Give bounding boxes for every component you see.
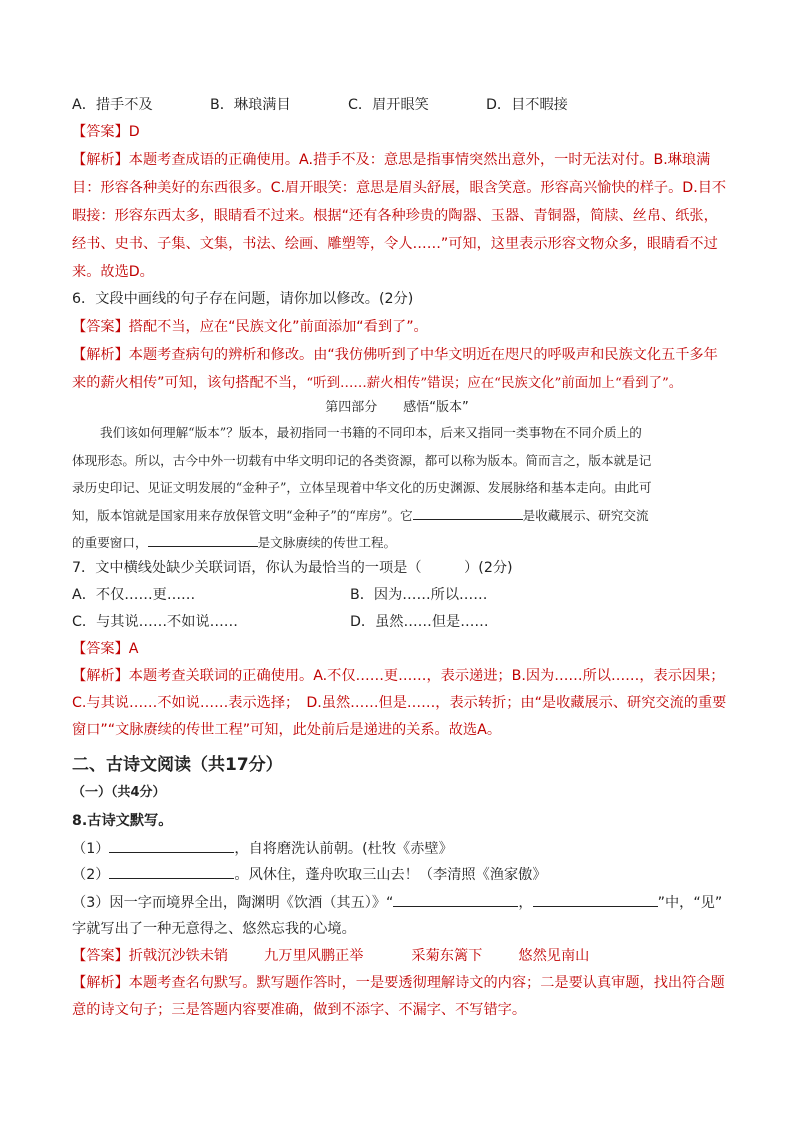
option-c: C．眉开眼笑: [348, 97, 429, 113]
q8-analysis-line-2: 意的诗文句子；三是答题内容要准确，做到不添字、不漏字、不写错字。: [72, 1002, 527, 1018]
answer-label: 【答案】: [72, 641, 129, 657]
q8-title: 8.古诗文默写。: [72, 813, 173, 829]
q5-analysis-line-1: [72, 150, 710, 170]
q8-2-number: （2）: [72, 867, 110, 883]
q8-analysis-line-1: [72, 973, 725, 993]
q6-answer-line: [72, 317, 428, 337]
passage-line-1: 我们该如何理解“版本”？版本，最初指同一书籍的不同印本，后来又指同一类事物在不同介质上的: [100, 425, 642, 440]
passage-text-5b: 是文脉赓续的传世工程。: [257, 535, 397, 550]
q7-analysis-line-1: [72, 666, 724, 686]
passage-text-4a: 知，版本馆就是国家用来存放保管文明“金种子”的“库房”。它: [72, 508, 413, 523]
q7-answer: A: [128, 641, 139, 657]
q5-answer-line: [72, 122, 140, 142]
q8-3-text-a: （3）因一字而境界全出，陶渊明《饮酒（其五）》“: [72, 895, 394, 911]
q7-answer-line: [72, 639, 138, 659]
q7-option-b: B．因为……所以……: [350, 587, 488, 603]
q6-analysis-line-2: [72, 373, 682, 394]
option-b: B．琳琅满目: [210, 97, 291, 113]
option-a: A．措手不及: [72, 97, 153, 113]
q5-analysis-line-4: 经书、史书、子集、文集，书法、绘画、雕塑等，令人……”可知，这里表示形容文物众多，眼睛看不过: [72, 236, 718, 252]
q7-analysis-text-1: 本题考查关联词的正确使用。A.不仅……更……，表示递进；B.因为……所以……，表示因果；: [128, 668, 725, 684]
q8-item-1: [72, 838, 453, 859]
q6-question: 6．文段中画线的句子存在问题，请你加以修改。(2分): [72, 291, 414, 307]
q8-1-text: ，自将磨洗认前朝。(杜牧《赤壁》: [234, 841, 453, 857]
q7-question: 7．文中横线处缺少关联词语，你认为最恰当的一项是（ ）(2分): [72, 560, 513, 576]
q8-answer-2: 九万里风鹏正举: [264, 948, 364, 964]
analysis-label: 【解析】: [72, 152, 129, 168]
q8-item-3-line-2: 字就写出了一种无意得之、悠然忘我的心境。: [72, 921, 356, 937]
q5-analysis-text-1: 本题考查成语的正确使用。A.措手不及：意思是指事情突然出意外，一时无法对付。B.琳琅满: [128, 152, 711, 168]
q6-analysis-text-2b: “听到……薪火相传”错误；应在“民族文化”前面加上“看到了”。: [306, 376, 683, 391]
q6-analysis-text-2a: 来的薪火相传”可知，该句搭配不当，: [72, 375, 307, 391]
q8-3-text-c: ”中，“见”: [657, 895, 723, 911]
analysis-label: 【解析】: [72, 347, 129, 363]
q8-analysis-text-1: 本题考查名句默写。默写题作答时，一是要透彻理解诗文的内容；二是要认真审题，找出符合题: [128, 975, 725, 991]
q7-option-a: A．不仅……更……: [72, 587, 196, 603]
passage-line-3: 录历史印记、见证文明发展的“金种子”，立体呈现着中华文化的历史渊源、发展脉络和基本走向。由此可: [72, 480, 652, 495]
q5-analysis-line-2: 目：形容各种美好的东西很多。C.眉开眼笑：意思是眉头舒展，眼含笑意。形容高兴愉快的样子。D.目不: [72, 180, 727, 196]
answer-label: 【答案】: [72, 124, 129, 140]
q5-analysis-line-5: 来。故选D。: [72, 264, 154, 280]
blank-q8-3a: [393, 892, 518, 907]
blank-q8-2: [109, 864, 234, 879]
analysis-label: 【解析】: [72, 975, 129, 991]
q6-answer: 搭配不当，应在“民族文化”前面添加“看到了”。: [128, 319, 428, 335]
q8-answer-1: 折戟沉沙铁未销: [128, 948, 229, 964]
passage-text-4b: 是收藏展示、研究交流: [522, 508, 649, 523]
answer-label: 【答案】: [72, 319, 129, 335]
subsection-1: （一）（共4分）: [72, 785, 166, 800]
passage-line-5: [72, 532, 396, 553]
q8-1-number: （1）: [72, 841, 110, 857]
q8-answer-4: 悠然见南山: [518, 948, 590, 964]
passage-line-4: [72, 505, 649, 526]
q8-3-text-b: ，: [518, 895, 533, 911]
answer-label: 【答案】: [72, 948, 129, 964]
option-d: D．目不暇接: [486, 97, 568, 113]
blank-1: [413, 505, 523, 520]
section2-heading: 二、古诗文阅读（共17分）: [72, 755, 283, 775]
q8-2-text: 。风休住，蓬舟吹取三山去！（李清照《渔家傲》: [234, 867, 547, 883]
q7-analysis-line-2: C.与其说……不如说……表示选择； D.虽然……但是……，表示转折；由“是收藏展示、研究交流的重要: [72, 695, 727, 711]
q7-option-c: C．与其说……不如说……: [72, 614, 238, 630]
q7-analysis-line-3: 窗口”“文脉赓续的传世工程”可知，此处前后是递进的关系。故选A。: [72, 722, 502, 738]
q8-item-3: [72, 892, 722, 913]
q5-answer: D: [128, 124, 140, 140]
part4-title: 第四部分 感悟“版本”: [325, 400, 469, 415]
blank-2: [148, 532, 258, 547]
q6-analysis-line-1: [72, 345, 718, 365]
blank-q8-1: [109, 838, 234, 853]
passage-line-2: 体现形态。所以，古今中外一切载有中华文明印记的各类资源，都可以称为版本。简而言之，版本就是记: [72, 453, 652, 468]
q6-analysis-text-1: 本题考查病句的辨析和修改。由“我仿佛听到了中华文明近在咫尺的呼吸声和民族文化五千多年: [128, 347, 718, 363]
q5-analysis-line-3: 暇接：形容东西太多，眼睛看不过来。根据“还有各种珍贵的陶器、玉器、青铜器，简牍、丝帛、纸张，: [72, 208, 718, 224]
q8-item-2: [72, 864, 547, 885]
passage-text-5a: 的重要窗口，: [72, 535, 148, 550]
q8-answer-line: [72, 946, 589, 966]
blank-q8-3b: [533, 892, 658, 907]
q7-option-d: D．虽然……但是……: [350, 614, 489, 630]
q8-answer-3: 采菊东篱下: [411, 948, 483, 964]
analysis-label: 【解析】: [72, 668, 129, 684]
